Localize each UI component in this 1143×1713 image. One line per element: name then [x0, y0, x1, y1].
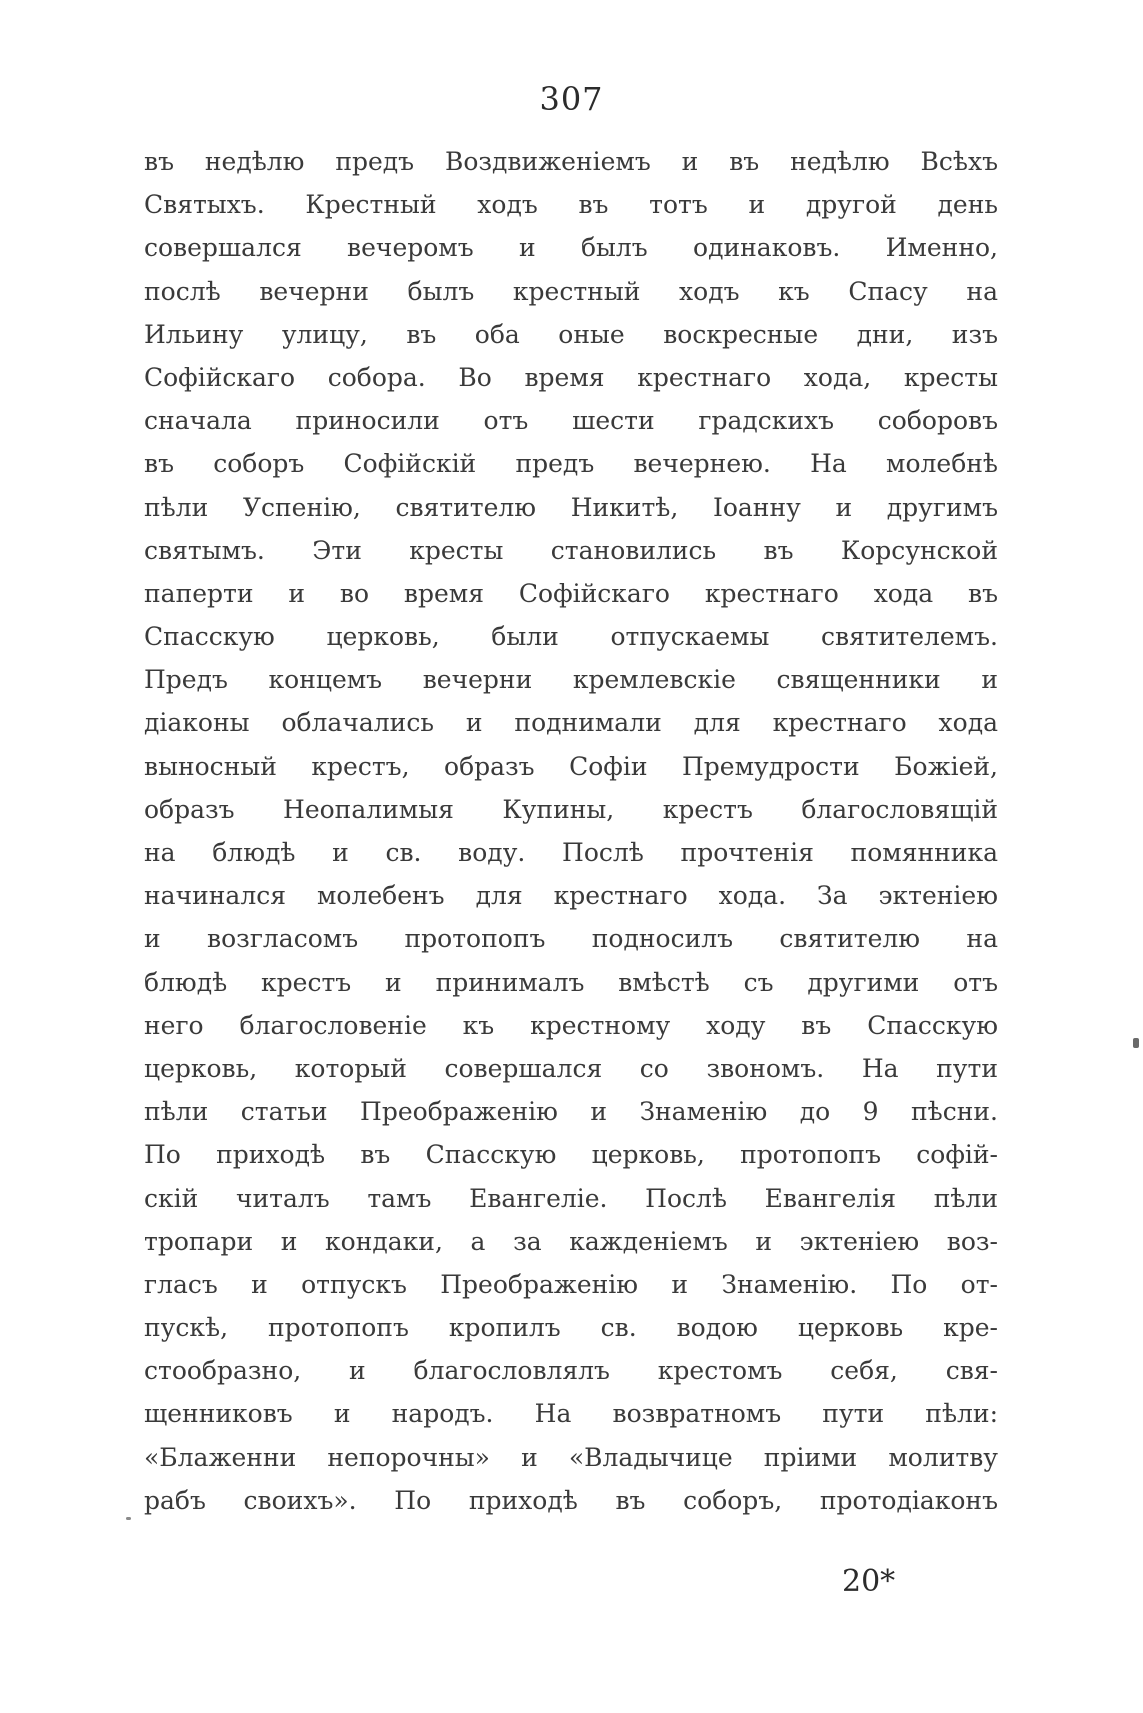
text-line: Софійскаго собора. Во время крестнаго хода, кресты [144, 362, 998, 392]
text-line: скій читалъ тамъ Евангеліе. Послѣ Евангелія пѣли [144, 1183, 998, 1213]
text-line: въ недѣлю предъ Воздвиженіемъ и въ недѣлю Всѣхъ [144, 147, 998, 176]
text-line: святымъ. Эти кресты становились въ Корсунской [144, 535, 998, 565]
text-line: пускѣ, протопопъ кропилъ св. водою церковь кре- [144, 1313, 998, 1343]
text-line: тропари и кондаки, а за кажденіемъ и эктеніею воз- [144, 1226, 998, 1256]
text-line: на блюдѣ и св. воду. Послѣ прочтенія помянника [144, 838, 998, 867]
ink-speck [1133, 1038, 1139, 1048]
text-line: начинался молебенъ для крестнаго хода. За эктеніею [144, 881, 998, 911]
text-line: Ильину улицу, въ оба оные воскресные дни, изъ [144, 319, 998, 349]
text-line: Спасскую церковь, были отпускаемы святителемъ. [144, 622, 998, 652]
text-line: діаконы облачались и поднимали для крестнаго хода [144, 708, 998, 738]
text-line: образъ Неопалимыя Купины, крестъ благословящій [144, 794, 998, 824]
ink-speck [126, 1517, 131, 1520]
text-line: церковь, который совершался со звономъ. На пути [144, 1053, 998, 1083]
text-line: Святыхъ. Крестный ходъ въ тотъ и другой день [144, 190, 998, 220]
text-line: послѣ вечерни былъ крестный ходъ къ Спасу на [144, 276, 998, 306]
page-number: 307 [539, 80, 604, 118]
text-line: него благословеніе къ крестному ходу въ Спасскую [144, 1010, 998, 1040]
text-line: выносный крестъ, образъ Софіи Премудрости Божіей, [144, 751, 998, 781]
text-line: Предъ концемъ вечерни кремлевскіе священники и [144, 665, 998, 695]
text-line: стообразно, и благословлялъ крестомъ себя, свя- [144, 1356, 998, 1386]
printer-signature-mark: 20* [842, 1564, 896, 1599]
text-line: По приходѣ въ Спасскую церковь, протопопъ софій- [144, 1140, 998, 1170]
text-line: паперти и во время Софійскаго крестнаго хода въ [144, 578, 998, 608]
text-line: совершался вечеромъ и былъ одинаковъ. Именно, [144, 233, 998, 263]
text-line: пѣли статьи Преображенію и Знаменію до 9 пѣсни. [144, 1097, 998, 1127]
text-line: «Блаженни непорочны» и «Владычице пріими молитву [144, 1442, 998, 1472]
text-line: блюдѣ крестъ и принималъ вмѣстѣ съ другими отъ [144, 967, 998, 997]
text-line: щенниковъ и народъ. На возвратномъ пути пѣли: [144, 1399, 998, 1429]
text-line: рабъ своихъ». По приходѣ въ соборъ, протодіаконъ [144, 1485, 998, 1515]
text-line: гласъ и отпускъ Преображенію и Знаменію. По от- [144, 1269, 998, 1299]
text-line: пѣли Успенію, святителю Никитѣ, Іоанну и другимъ [144, 492, 998, 522]
text-line: сначала приносили отъ шести градскихъ соборовъ [144, 406, 998, 436]
body-text [144, 140, 998, 1522]
text-line: и возгласомъ протопопъ подносилъ святителю на [144, 924, 998, 954]
text-line: въ соборъ Софійскій предъ вечернею. На молебнѣ [144, 449, 998, 479]
